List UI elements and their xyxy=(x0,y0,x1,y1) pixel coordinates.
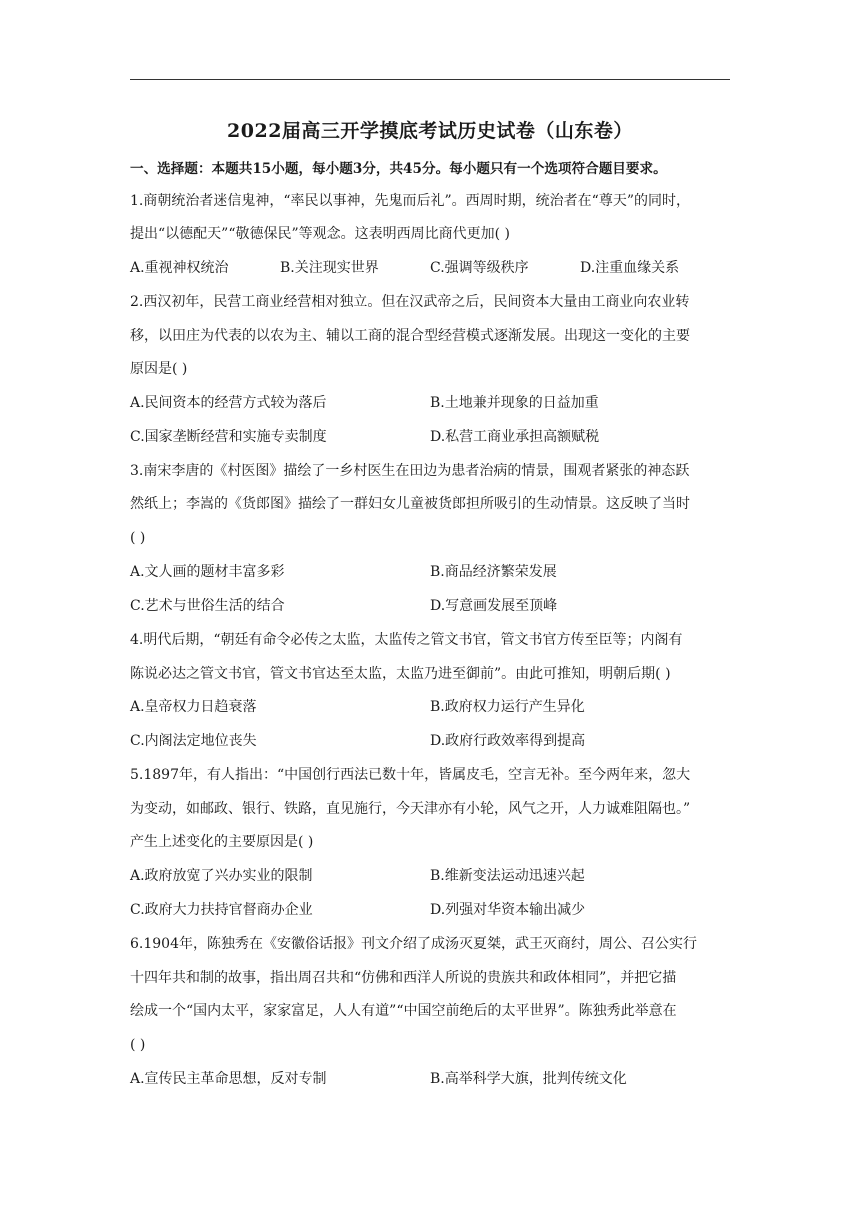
question-3-option-b: B.商品经济繁荣发展 xyxy=(430,564,557,580)
question-2-line-3: 原因是( ) xyxy=(130,361,188,377)
question-4-line-2: 陈说必达之管文书官，管文书官达至太监，太监乃进至御前”。由此可推知，明朝后期( ) xyxy=(130,666,671,682)
question-1-option-a: A.重视神权统治 xyxy=(130,260,229,276)
question-3-line-2: 然纸上；李嵩的《货郎图》描绘了一群妇女儿童被货郎担所吸引的生动情景。这反映了当时 xyxy=(130,496,690,512)
question-2-option-c: C.国家垄断经营和实施专卖制度 xyxy=(130,429,327,445)
question-5-line-3: 产生上述变化的主要原因是( ) xyxy=(130,834,314,850)
question-6-line-3: 绘成一个“国内太平，家家富足，人人有道”“中国空前绝后的太平世界”。陈独秀此举意在 xyxy=(130,1003,677,1019)
question-2-option-b: B.土地兼并现象的日益加重 xyxy=(430,395,599,411)
question-2-line-1: 2.西汉初年，民营工商业经营相对独立。但在汉武帝之后，民间资本大量由工商业向农业转 xyxy=(130,294,690,310)
question-6-option-b: B.高举科学大旗，批判传统文化 xyxy=(430,1071,627,1087)
question-6-option-a: A.宣传民主革命思想，反对专制 xyxy=(130,1071,327,1087)
question-5-line-1: 5.1897年，有人指出：“中国创行西法已数十年，皆属皮毛，空言无补。至今两年来，忽大 xyxy=(130,767,691,783)
header-rule xyxy=(130,79,730,80)
question-3-option-d: D.写意画发展至顶峰 xyxy=(430,598,558,614)
section-heading: 一、选择题：本题共15小题，每小题3分，共45分。每小题只有一个选项符合题目要求。 xyxy=(130,161,667,177)
question-4-option-b: B.政府权力运行产生异化 xyxy=(430,699,585,715)
page-title: 2022届高三开学摸底考试历史试卷（山东卷） xyxy=(227,120,633,142)
question-3-line-3: ( ) xyxy=(130,530,146,546)
question-2-option-a: A.民间资本的经营方式较为落后 xyxy=(130,395,327,411)
question-4-option-d: D.政府行政效率得到提高 xyxy=(430,733,586,749)
question-1-option-b: B.关注现实世界 xyxy=(280,260,379,276)
question-1-line-2: 提出“以德配天”“敬德保民”等观念。这表明西周比商代更加( ) xyxy=(130,226,511,242)
question-3-option-a: A.文人画的题材丰富多彩 xyxy=(130,564,285,580)
question-5-option-a: A.政府放宽了兴办实业的限制 xyxy=(130,868,313,884)
question-5-option-d: D.列强对华资本输出减少 xyxy=(430,902,586,918)
question-3-option-c: C.艺术与世俗生活的结合 xyxy=(130,598,285,614)
question-2-option-d: D.私营工商业承担高额赋税 xyxy=(430,429,600,445)
question-4-option-c: C.内阁法定地位丧失 xyxy=(130,733,257,749)
question-1-option-d: D.注重血缘关系 xyxy=(580,260,680,276)
question-4-line-1: 4.明代后期，“朝廷有命令必传之太监，太监传之管文书官，管文书官方传至臣等；内阁有 xyxy=(130,632,683,648)
question-6-line-4: ( ) xyxy=(130,1037,146,1053)
question-1-option-c: C.强调等级秩序 xyxy=(430,260,529,276)
question-1-line-1: 1.商朝统治者迷信鬼神，“率民以事神，先鬼而后礼”。西周时期，统治者在“尊天”的同时， xyxy=(130,193,690,209)
question-5-line-2: 为变动，如邮政、银行、铁路，直见施行，今天津亦有小轮，风气之开，人力诚难阻隔也。” xyxy=(130,801,691,817)
question-5-option-c: C.政府大力扶持官督商办企业 xyxy=(130,902,313,918)
question-2-line-2: 移，以田庄为代表的以农为主、辅以工商的混合型经营模式逐渐发展。出现这一变化的主要 xyxy=(130,328,690,344)
question-6-line-2: 十四年共和制的故事，指出周召共和“仿佛和西洋人所说的贵族共和政体相同”，并把它描 xyxy=(130,970,677,986)
question-4-option-a: A.皇帝权力日趋衰落 xyxy=(130,699,257,715)
question-5-option-b: B.维新变法运动迅速兴起 xyxy=(430,868,585,884)
question-3-line-1: 3.南宋李唐的《村医图》描绘了一乡村医生在田边为患者治病的情景，围观者紧张的神态跃 xyxy=(130,463,690,479)
question-6-line-1: 6.1904年，陈独秀在《安徽俗话报》刊文介绍了成汤灭夏桀，武王灭商纣，周公、召公实行 xyxy=(130,936,697,952)
